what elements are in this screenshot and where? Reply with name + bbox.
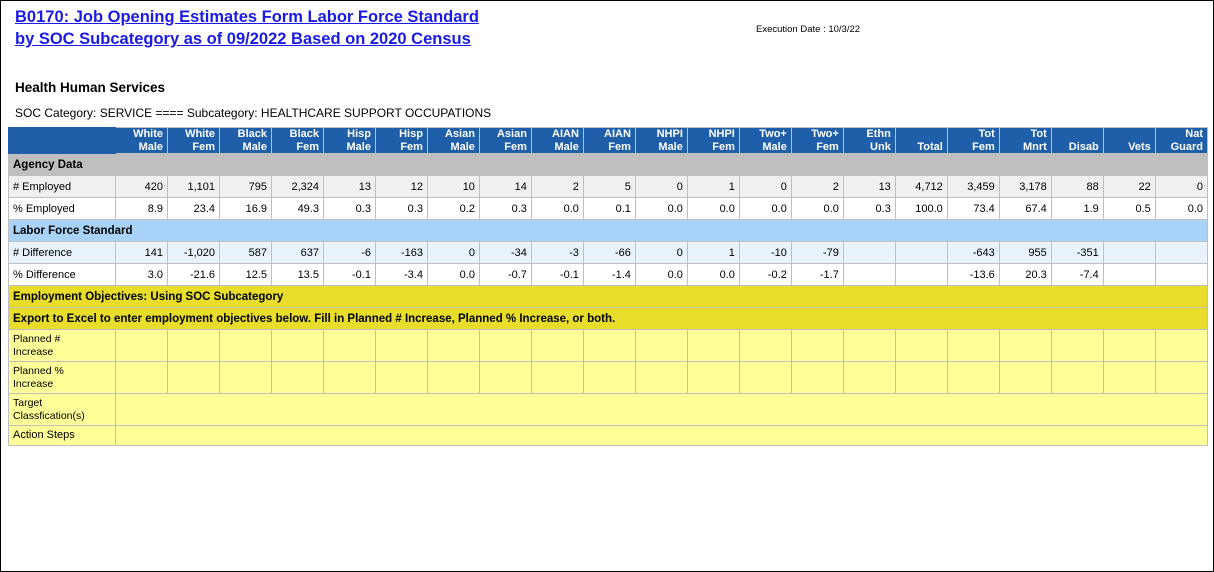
cell-employed-count-asian-male: 10 bbox=[427, 176, 479, 198]
header-hisp-male bbox=[323, 128, 375, 154]
cell-difference-percent-aian-fem: -1.4 bbox=[583, 264, 635, 286]
table-body bbox=[9, 154, 1208, 446]
cell-employed-count-twoplus-fem: 2 bbox=[791, 176, 843, 198]
cell-employed-percent-nhpi-fem: 0.0 bbox=[687, 198, 739, 220]
header-bottom-aian-male: Male bbox=[554, 140, 579, 153]
cell-difference-percent-black-male: 12.5 bbox=[220, 264, 272, 286]
cell-employed-count-asian-fem: 14 bbox=[479, 176, 531, 198]
cell-employed-percent-hisp-male: 0.3 bbox=[323, 198, 375, 220]
header-bottom-asian-male: Male bbox=[450, 140, 475, 153]
cell-employed-percent-hisp-fem: 0.3 bbox=[375, 198, 427, 220]
header-bottom-black-fem: Fem bbox=[296, 140, 319, 153]
header-top-twoplus-male: Two+ bbox=[759, 128, 787, 140]
cell-employed-percent-black-fem: 49.3 bbox=[272, 198, 324, 220]
entry-row-action-steps bbox=[9, 426, 1208, 446]
cell-difference-percent-asian-male: 0.0 bbox=[427, 264, 479, 286]
cell-difference-percent-tot-mnrt: 20.3 bbox=[999, 264, 1051, 286]
cell-difference-percent-ethn-unk bbox=[843, 264, 895, 286]
header-top-asian-male: Asian bbox=[444, 128, 475, 140]
header-corner bbox=[9, 128, 116, 154]
cell-employed-percent-tot-fem: 73.4 bbox=[947, 198, 999, 220]
header-top-hisp-fem: Hisp bbox=[399, 128, 423, 140]
cell-difference-percent-total bbox=[895, 264, 947, 286]
cell-difference-count-twoplus-fem: -79 bbox=[791, 242, 843, 264]
page-title-line-2: by SOC Subcategory as of 09/2022 Based on 2020 Census bbox=[15, 29, 471, 48]
cell-difference-percent-nhpi-male: 0.0 bbox=[635, 264, 687, 286]
cell-employed-percent-asian-fem: 0.3 bbox=[479, 198, 531, 220]
cell-difference-count-aian-fem: -66 bbox=[583, 242, 635, 264]
employment-objectives-instruction: Export to Excel to enter employment objectives below. Fill in Planned # Increase, Planned % Increase, or both. bbox=[9, 308, 1208, 330]
input-target-classifications[interactable] bbox=[116, 394, 1208, 426]
row-label-planned-number-increase bbox=[9, 330, 116, 362]
header-bottom-hisp-fem: Fem bbox=[400, 140, 423, 153]
input-planned-number-asian-male[interactable] bbox=[427, 330, 479, 362]
input-planned-percent-nhpi-fem[interactable] bbox=[687, 362, 739, 394]
cell-difference-percent-hisp-male: -0.1 bbox=[323, 264, 375, 286]
row-label-planned-number-increase-line1: Planned # bbox=[13, 333, 61, 346]
cell-employed-count-black-fem: 2,324 bbox=[272, 176, 324, 198]
cell-employed-count-disab: 88 bbox=[1051, 176, 1103, 198]
input-planned-number-nhpi-male[interactable] bbox=[635, 330, 687, 362]
header-top-white-fem: White bbox=[185, 128, 216, 140]
cell-difference-count-asian-fem: -34 bbox=[479, 242, 531, 264]
cell-difference-count-ethn-unk bbox=[843, 242, 895, 264]
cell-employed-percent-tot-mnrt: 67.4 bbox=[999, 198, 1051, 220]
header-bottom-tot-fem: Fem bbox=[972, 140, 995, 153]
header-bottom-white-fem: Fem bbox=[192, 140, 216, 153]
header-nat-guard bbox=[1155, 128, 1207, 154]
row-label-planned-percent-increase bbox=[9, 362, 116, 394]
cell-employed-count-tot-fem: 3,459 bbox=[947, 176, 999, 198]
cell-employed-percent-nhpi-male: 0.0 bbox=[635, 198, 687, 220]
cell-employed-percent-white-fem: 23.4 bbox=[168, 198, 220, 220]
cell-employed-count-hisp-fem: 12 bbox=[375, 176, 427, 198]
header-top-black-fem: Black bbox=[289, 128, 319, 140]
entry-row-target-classifications bbox=[9, 394, 1208, 426]
input-planned-number-tot-mnrt[interactable] bbox=[999, 330, 1051, 362]
cell-employed-percent-nat-guard: 0.0 bbox=[1155, 198, 1207, 220]
header-aian-male bbox=[531, 128, 583, 154]
cell-difference-percent-disab: -7.4 bbox=[1051, 264, 1103, 286]
header-top-ethn-unk: Ethn bbox=[866, 128, 891, 140]
header-black-male bbox=[220, 128, 272, 154]
header-bottom-disab: Disab bbox=[1068, 140, 1099, 153]
header-bottom-tot-mnrt: Mnrt bbox=[1022, 140, 1047, 153]
header-top-white-male: White bbox=[133, 128, 164, 140]
cell-employed-count-vets: 22 bbox=[1103, 176, 1155, 198]
cell-difference-count-tot-mnrt: 955 bbox=[999, 242, 1051, 264]
agency-name: Health Human Services bbox=[15, 80, 166, 95]
input-action-steps[interactable] bbox=[116, 426, 1208, 446]
header-bottom-nat-guard: Guard bbox=[1170, 140, 1203, 153]
input-planned-percent-white-fem[interactable] bbox=[168, 362, 220, 394]
input-planned-number-nat-guard[interactable] bbox=[1155, 330, 1207, 362]
header-white-fem bbox=[168, 128, 220, 154]
page-title bbox=[15, 7, 715, 51]
row-label-planned-percent-increase-line1: Planned % bbox=[13, 365, 64, 378]
header-asian-fem bbox=[479, 128, 531, 154]
header-top-aian-fem: AIAN bbox=[604, 128, 631, 140]
header-twoplus-fem bbox=[791, 128, 843, 154]
header-top-aian-male: AIAN bbox=[552, 128, 579, 140]
input-planned-percent-aian-fem[interactable] bbox=[583, 362, 635, 394]
cell-difference-count-vets bbox=[1103, 242, 1155, 264]
header-top-nhpi-male: NHPI bbox=[656, 128, 683, 140]
input-planned-percent-hisp-male[interactable] bbox=[323, 362, 375, 394]
header-tot-fem bbox=[947, 128, 999, 154]
input-planned-number-aian-fem[interactable] bbox=[583, 330, 635, 362]
header-nhpi-male bbox=[635, 128, 687, 154]
cell-difference-count-asian-male: 0 bbox=[427, 242, 479, 264]
row-label-employed-percent: % Employed bbox=[9, 198, 116, 220]
input-planned-percent-nhpi-male[interactable] bbox=[635, 362, 687, 394]
cell-employed-count-nat-guard: 0 bbox=[1155, 176, 1207, 198]
cell-difference-percent-hisp-fem: -3.4 bbox=[375, 264, 427, 286]
header-bottom-twoplus-fem: Fem bbox=[816, 140, 839, 153]
cell-difference-count-white-fem: -1,020 bbox=[168, 242, 220, 264]
header-ethn-unk bbox=[843, 128, 895, 154]
cell-employed-count-hisp-male: 13 bbox=[323, 176, 375, 198]
section-header-labor-force-standard bbox=[9, 220, 1208, 242]
cell-difference-count-black-fem: 637 bbox=[272, 242, 324, 264]
input-planned-percent-black-fem[interactable] bbox=[272, 362, 324, 394]
row-label-planned-percent-increase-line2: Increase bbox=[13, 378, 54, 391]
input-planned-percent-aian-male[interactable] bbox=[531, 362, 583, 394]
header-bottom-black-male: Male bbox=[242, 140, 267, 153]
header-total bbox=[895, 128, 947, 154]
input-planned-number-vets[interactable] bbox=[1103, 330, 1155, 362]
cell-employed-percent-disab: 1.9 bbox=[1051, 198, 1103, 220]
table-row-difference-count bbox=[9, 242, 1208, 264]
cell-employed-percent-aian-fem: 0.1 bbox=[583, 198, 635, 220]
table-header bbox=[9, 128, 1208, 154]
cell-employed-count-black-male: 795 bbox=[220, 176, 272, 198]
header-top-asian-fem: Asian bbox=[496, 128, 527, 140]
row-label-employed-count: # Employed bbox=[9, 176, 116, 198]
job-opening-estimates-table bbox=[8, 127, 1208, 446]
header-top-nat-guard: Nat bbox=[1185, 128, 1203, 140]
cell-employed-percent-twoplus-fem: 0.0 bbox=[791, 198, 843, 220]
cell-difference-count-tot-fem: -643 bbox=[947, 242, 999, 264]
table-row-difference-percent bbox=[9, 264, 1208, 286]
header-twoplus-male bbox=[739, 128, 791, 154]
cell-employed-percent-asian-male: 0.2 bbox=[427, 198, 479, 220]
cell-employed-count-white-male: 420 bbox=[116, 176, 168, 198]
cell-employed-count-white-fem: 1,101 bbox=[168, 176, 220, 198]
header-vets bbox=[1103, 128, 1155, 154]
header-bottom-nhpi-male: Male bbox=[658, 140, 683, 153]
row-label-target-classifications-line2: Classfication(s) bbox=[13, 410, 85, 423]
input-planned-percent-tot-mnrt[interactable] bbox=[999, 362, 1051, 394]
employment-objectives-instruction-row bbox=[9, 308, 1208, 330]
cell-difference-percent-white-fem: -21.6 bbox=[168, 264, 220, 286]
header-bottom-nhpi-fem: Fem bbox=[712, 140, 735, 153]
section-header-employment-objectives-label: Employment Objectives: Using SOC Subcategory bbox=[9, 286, 1208, 308]
header-aian-fem bbox=[583, 128, 635, 154]
input-planned-number-asian-fem[interactable] bbox=[479, 330, 531, 362]
input-planned-number-white-fem[interactable] bbox=[168, 330, 220, 362]
row-label-target-classifications-line1: Target bbox=[13, 397, 43, 410]
input-planned-number-white-male[interactable] bbox=[116, 330, 168, 362]
cell-employed-percent-ethn-unk: 0.3 bbox=[843, 198, 895, 220]
cell-employed-percent-aian-male: 0.0 bbox=[531, 198, 583, 220]
execution-date: Execution Date : 10/3/22 bbox=[756, 24, 861, 35]
cell-difference-percent-aian-male: -0.1 bbox=[531, 264, 583, 286]
row-label-target-classifications bbox=[9, 394, 116, 426]
input-planned-percent-twoplus-male[interactable] bbox=[739, 362, 791, 394]
row-label-action-steps: Action Steps bbox=[9, 426, 116, 446]
cell-difference-percent-asian-fem: -0.7 bbox=[479, 264, 531, 286]
section-header-agency-data bbox=[9, 154, 1208, 176]
input-planned-number-twoplus-male[interactable] bbox=[739, 330, 791, 362]
cell-difference-count-nhpi-fem: 1 bbox=[687, 242, 739, 264]
header-bottom-twoplus-male: Male bbox=[762, 140, 787, 153]
header-tot-mnrt bbox=[999, 128, 1051, 154]
row-label-difference-percent: % Difference bbox=[9, 264, 116, 286]
input-planned-number-twoplus-fem[interactable] bbox=[791, 330, 843, 362]
row-label-difference-count: # Difference bbox=[9, 242, 116, 264]
header-top-tot-fem: Tot bbox=[978, 128, 995, 140]
cell-difference-count-aian-male: -3 bbox=[531, 242, 583, 264]
header-bottom-hisp-male: Male bbox=[346, 140, 371, 153]
input-planned-percent-total[interactable] bbox=[895, 362, 947, 394]
cell-difference-count-total bbox=[895, 242, 947, 264]
row-label-planned-number-increase-line2: Increase bbox=[13, 346, 54, 359]
section-header-agency-data-label: Agency Data bbox=[9, 154, 1208, 176]
cell-employed-count-tot-mnrt: 3,178 bbox=[999, 176, 1051, 198]
input-planned-number-disab[interactable] bbox=[1051, 330, 1103, 362]
cell-difference-count-nhpi-male: 0 bbox=[635, 242, 687, 264]
cell-difference-count-twoplus-male: -10 bbox=[739, 242, 791, 264]
cell-employed-count-aian-male: 2 bbox=[531, 176, 583, 198]
cell-difference-count-nat-guard bbox=[1155, 242, 1207, 264]
cell-employed-count-total: 4,712 bbox=[895, 176, 947, 198]
header-bottom-vets: Vets bbox=[1128, 140, 1151, 153]
input-planned-percent-hisp-fem[interactable] bbox=[375, 362, 427, 394]
input-planned-number-aian-male[interactable] bbox=[531, 330, 583, 362]
cell-employed-count-ethn-unk: 13 bbox=[843, 176, 895, 198]
input-planned-percent-twoplus-fem[interactable] bbox=[791, 362, 843, 394]
input-planned-percent-nat-guard[interactable] bbox=[1155, 362, 1207, 394]
cell-difference-count-hisp-fem: -163 bbox=[375, 242, 427, 264]
header-disab bbox=[1051, 128, 1103, 154]
header-bottom-total: Total bbox=[917, 140, 943, 153]
cell-difference-count-black-male: 587 bbox=[220, 242, 272, 264]
cell-employed-percent-black-male: 16.9 bbox=[220, 198, 272, 220]
header-hisp-fem bbox=[375, 128, 427, 154]
header-top-twoplus-fem: Two+ bbox=[811, 128, 839, 140]
input-planned-percent-asian-male[interactable] bbox=[427, 362, 479, 394]
input-planned-percent-asian-fem[interactable] bbox=[479, 362, 531, 394]
cell-employed-percent-vets: 0.5 bbox=[1103, 198, 1155, 220]
input-planned-number-nhpi-fem[interactable] bbox=[687, 330, 739, 362]
input-planned-percent-tot-fem[interactable] bbox=[947, 362, 999, 394]
cell-difference-count-hisp-male: -6 bbox=[323, 242, 375, 264]
header-bottom-white-male: Male bbox=[138, 140, 164, 153]
cell-difference-percent-white-male: 3.0 bbox=[116, 264, 168, 286]
header-bottom-aian-fem: Fem bbox=[608, 140, 631, 153]
cell-difference-percent-nat-guard bbox=[1155, 264, 1207, 286]
cell-employed-count-nhpi-fem: 1 bbox=[687, 176, 739, 198]
cell-employed-count-nhpi-male: 0 bbox=[635, 176, 687, 198]
cell-difference-count-white-male: 141 bbox=[116, 242, 168, 264]
header-white-male bbox=[116, 128, 168, 154]
table-header-row bbox=[9, 128, 1208, 154]
section-header-labor-force-standard-label: Labor Force Standard bbox=[9, 220, 1208, 242]
header-top-tot-mnrt: Tot bbox=[1030, 128, 1047, 140]
input-planned-percent-vets[interactable] bbox=[1103, 362, 1155, 394]
page-title-line-1: B0170: Job Opening Estimates Form Labor Force Standard bbox=[15, 8, 479, 26]
input-planned-number-hisp-fem[interactable] bbox=[375, 330, 427, 362]
cell-difference-percent-twoplus-male: -0.2 bbox=[739, 264, 791, 286]
entry-row-planned-percent-increase bbox=[9, 362, 1208, 394]
cell-difference-percent-nhpi-fem: 0.0 bbox=[687, 264, 739, 286]
input-planned-percent-black-male[interactable] bbox=[220, 362, 272, 394]
input-planned-percent-disab[interactable] bbox=[1051, 362, 1103, 394]
input-planned-number-tot-fem[interactable] bbox=[947, 330, 999, 362]
cell-employed-percent-twoplus-male: 0.0 bbox=[739, 198, 791, 220]
input-planned-percent-ethn-unk[interactable] bbox=[843, 362, 895, 394]
entry-row-planned-number-increase bbox=[9, 330, 1208, 362]
header-top-nhpi-fem: NHPI bbox=[708, 128, 735, 140]
cell-difference-count-disab: -351 bbox=[1051, 242, 1103, 264]
soc-category-line: SOC Category: SERVICE ==== Subcategory: HEALTHCARE SUPPORT OCCUPATIONS bbox=[15, 106, 492, 120]
cell-employed-count-aian-fem: 5 bbox=[583, 176, 635, 198]
header-top-black-male: Black bbox=[237, 128, 267, 140]
header-bottom-ethn-unk: Unk bbox=[870, 140, 891, 153]
cell-difference-percent-vets bbox=[1103, 264, 1155, 286]
header-top-hisp-male: Hisp bbox=[347, 128, 371, 140]
input-planned-number-hisp-male[interactable] bbox=[323, 330, 375, 362]
cell-difference-percent-black-fem: 13.5 bbox=[272, 264, 324, 286]
cell-employed-count-twoplus-male: 0 bbox=[739, 176, 791, 198]
input-planned-number-total[interactable] bbox=[895, 330, 947, 362]
header-black-fem bbox=[272, 128, 324, 154]
input-planned-number-ethn-unk[interactable] bbox=[843, 330, 895, 362]
header-asian-male bbox=[427, 128, 479, 154]
header-nhpi-fem bbox=[687, 128, 739, 154]
header-bottom-asian-fem: Fem bbox=[504, 140, 527, 153]
cell-employed-percent-white-male: 8.9 bbox=[116, 198, 168, 220]
input-planned-percent-white-male[interactable] bbox=[116, 362, 168, 394]
cell-difference-percent-tot-fem: -13.6 bbox=[947, 264, 999, 286]
input-planned-number-black-fem[interactable] bbox=[272, 330, 324, 362]
cell-employed-percent-total: 100.0 bbox=[895, 198, 947, 220]
table-row-employed-percent bbox=[9, 198, 1208, 220]
cell-difference-percent-twoplus-fem: -1.7 bbox=[791, 264, 843, 286]
section-header-employment-objectives bbox=[9, 286, 1208, 308]
input-planned-number-black-male[interactable] bbox=[220, 330, 272, 362]
table-row-employed-count bbox=[9, 176, 1208, 198]
